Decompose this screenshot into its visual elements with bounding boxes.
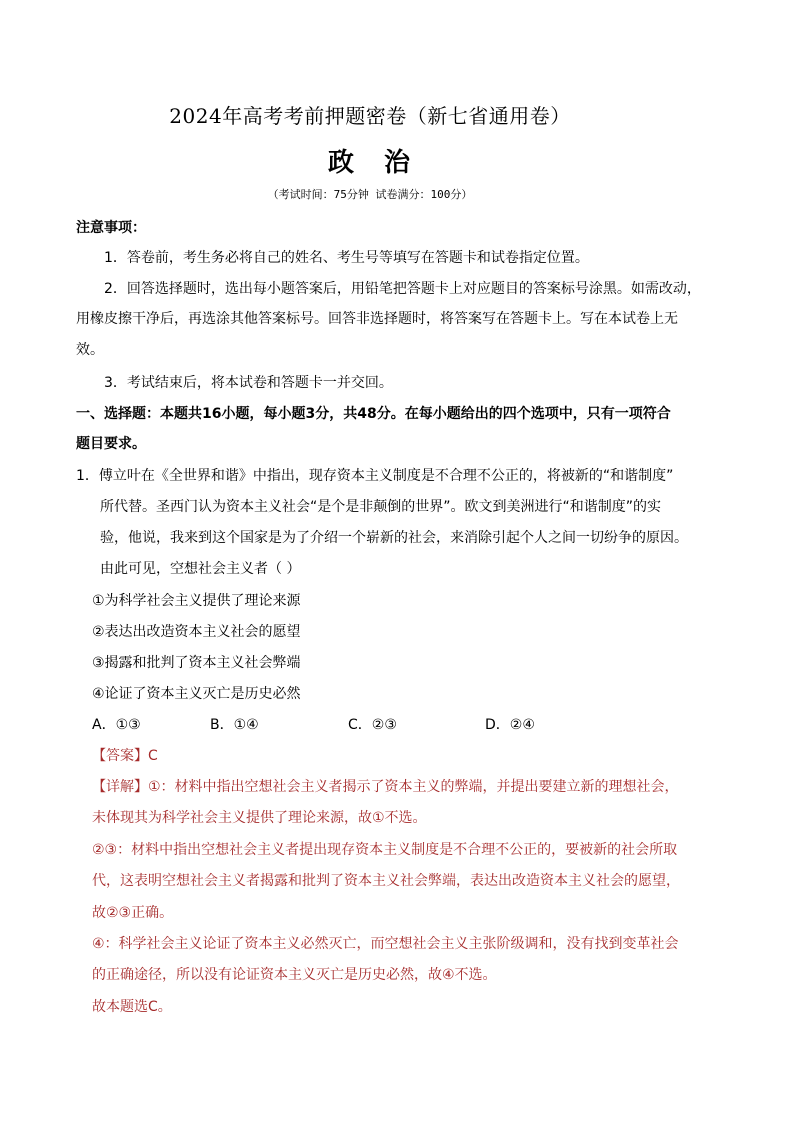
explain-line-1: 【详解】①：材料中指出空想社会主义者揭示了资本主义的弊端，并提出要建立新的理想社会， <box>92 779 679 795</box>
note-item-2-line-2: 用橡皮擦干净后，再选涂其他答案标号。回答非选择题时，将答案写在答题卡上。写在本试卷上无 <box>76 311 678 327</box>
section-heading-line-1: 一、选择题：本题共16小题，每小题3分，共48分。在每小题给出的四个选项中，只有一项符合 <box>76 406 671 422</box>
explain-line-4: 代，这表明空想社会主义者揭露和批判了资本主义社会弊端，表达出改造资本主义社会的愿望， <box>92 873 680 889</box>
statement-1: ①为科学社会主义提供了理论来源 <box>92 593 301 609</box>
exam-title: 2024年高考考前押题密卷（新七省通用卷） <box>169 104 571 128</box>
explain-line-6: ④：科学社会主义论证了资本主义必然灭亡，而空想社会主义主张阶级调和，没有找到变革社会 <box>92 936 679 952</box>
statement-4: ④论证了资本主义灭亡是历史必然 <box>92 686 301 702</box>
statement-2: ②表达出改造资本主义社会的愿望 <box>92 624 301 640</box>
explain-line-3: ②③：材料中指出空想社会主义者提出现存资本主义制度是不合理不公正的，要被新的社会所取 <box>92 842 678 858</box>
exam-info: （考试时间：75分钟 试卷满分：100分） <box>267 188 473 201</box>
question-1-line-2: 所代替。圣西门认为资本主义社会“是个是非颠倒的世界”。欧文到美洲进行“和谐制度”的实 <box>100 499 662 515</box>
question-1-line-1: 1．傅立叶在《全世界和谐》中指出，现存资本主义制度是不合理不公正的，将被新的“和谐制度” <box>76 468 674 484</box>
note-item-3: 3．考试结束后，将本试卷和答题卡一并交回。 <box>104 375 393 391</box>
question-1-line-3: 验，他说，我来到这个国家是为了介绍一个崭新的社会，来消除引起个人之间一切纷争的原因。 <box>100 530 688 546</box>
note-item-1: 1．答卷前，考生务必将自己的姓名、考生号等填写在答题卡和试卷指定位置。 <box>104 250 589 266</box>
explain-line-7: 的正确途径，所以没有论证资本主义灭亡是历史必然，故④不选。 <box>92 967 497 983</box>
explain-line-5: 故②③正确。 <box>92 905 174 921</box>
note-item-2-line-1: 2．回答选择题时，选出每小题答案后，用铅笔把答题卡上对应题目的答案标号涂黑。如需改动， <box>104 281 701 297</box>
subject-title: 政治 <box>327 148 440 178</box>
answer: 【答案】C <box>92 748 158 764</box>
explain-conclusion: 故本题选C。 <box>92 999 172 1015</box>
explain-line-2: 未体现其为科学社会主义提供了理论来源，故①不选。 <box>92 810 427 826</box>
note-item-2-line-3: 效。 <box>76 342 104 358</box>
option-c: C．②③ <box>348 717 397 733</box>
statement-3: ③揭露和批判了资本主义社会弊端 <box>92 655 301 671</box>
option-d: D．②④ <box>485 717 535 733</box>
option-b: B．①④ <box>210 717 259 733</box>
option-a: A．①③ <box>92 717 141 733</box>
question-1-line-4: 由此可见，空想社会主义者（ ） <box>100 561 301 577</box>
section-heading-line-2: 题目要求。 <box>76 436 146 452</box>
notes-heading: 注意事项： <box>76 220 146 236</box>
